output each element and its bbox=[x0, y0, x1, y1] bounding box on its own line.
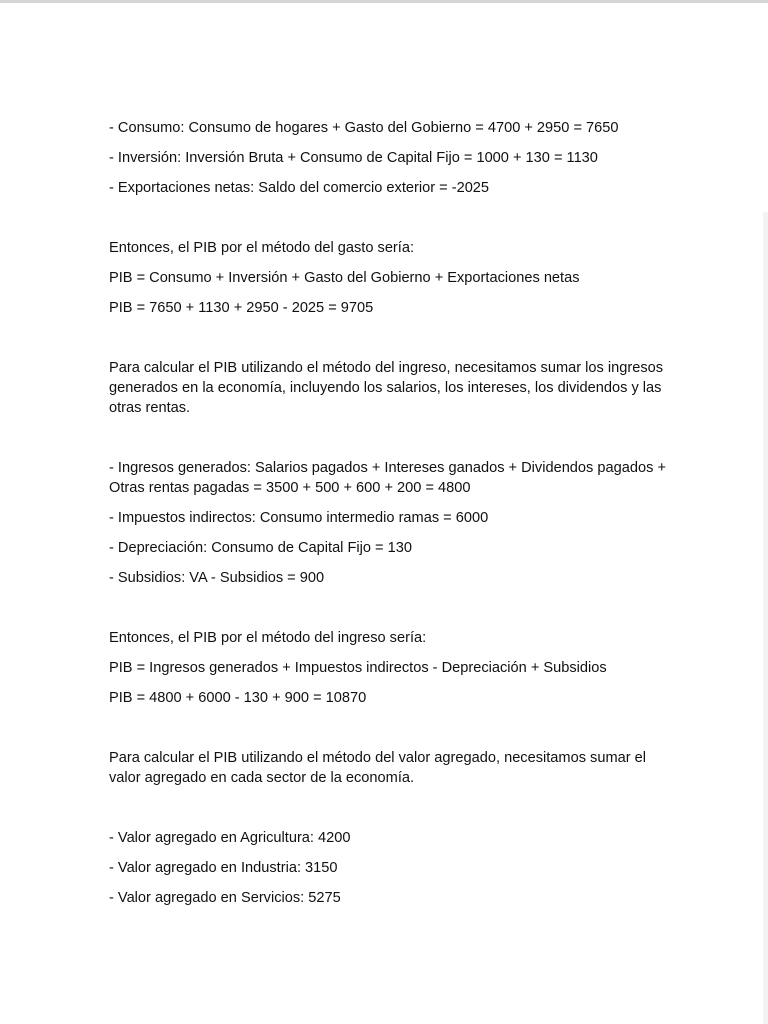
gasto-intro: Entonces, el PIB por el método del gasto sería: bbox=[109, 240, 415, 256]
ingreso-paragraph: Para calcular el PIB utilizando el método del ingreso, necesitamos sumar los ingresos generados en la economía, incluyendo los salarios, los intereses, los dividendos y las otras rentas. bbox=[109, 360, 668, 416]
servicios-line: - Valor agregado en Servicios: 5275 bbox=[109, 890, 341, 906]
ingreso-formula: PIB = Ingresos generados + Impuestos indirectos - Depreciación + Subsidios bbox=[109, 660, 607, 676]
impuestos-line: - Impuestos indirectos: Consumo intermedio ramas = 6000 bbox=[109, 510, 489, 526]
top-border bbox=[0, 0, 768, 3]
exportaciones-line: - Exportaciones netas: Saldo del comercio exterior = -2025 bbox=[109, 180, 490, 196]
document-body bbox=[109, 118, 669, 908]
page-edge bbox=[763, 212, 768, 1024]
subsidios-line: - Subsidios: VA - Subsidios = 900 bbox=[109, 570, 325, 586]
gasto-result: PIB = 7650 + 1130 + 2950 - 2025 = 9705 bbox=[109, 300, 374, 316]
ingresos-generados-line: - Ingresos generados: Salarios pagados + Intereses ganados + Dividendos pagados + Otras rentas pagadas = 3500 + 500 + 600 + 200 = 4800 bbox=[109, 460, 671, 496]
inversion-line: - Inversión: Inversión Bruta + Consumo de Capital Fijo = 1000 + 130 = 1130 bbox=[109, 150, 598, 166]
ingreso-result: PIB = 4800 + 6000 - 130 + 900 = 10870 bbox=[109, 690, 367, 706]
agricultura-line: - Valor agregado en Agricultura: 4200 bbox=[109, 830, 351, 846]
industria-line: - Valor agregado en Industria: 3150 bbox=[109, 860, 338, 876]
ingreso-intro: Entonces, el PIB por el método del ingreso sería: bbox=[109, 630, 427, 646]
consumo-line: - Consumo: Consumo de hogares + Gasto del Gobierno = 4700 + 2950 = 7650 bbox=[109, 120, 619, 136]
depreciacion-line: - Depreciación: Consumo de Capital Fijo = 130 bbox=[109, 540, 412, 556]
gasto-formula: PIB = Consumo + Inversión + Gasto del Gobierno + Exportaciones netas bbox=[109, 270, 580, 286]
valor-agregado-paragraph: Para calcular el PIB utilizando el método del valor agregado, necesitamos sumar el valor agregado en cada sector de la economía. bbox=[109, 750, 651, 786]
